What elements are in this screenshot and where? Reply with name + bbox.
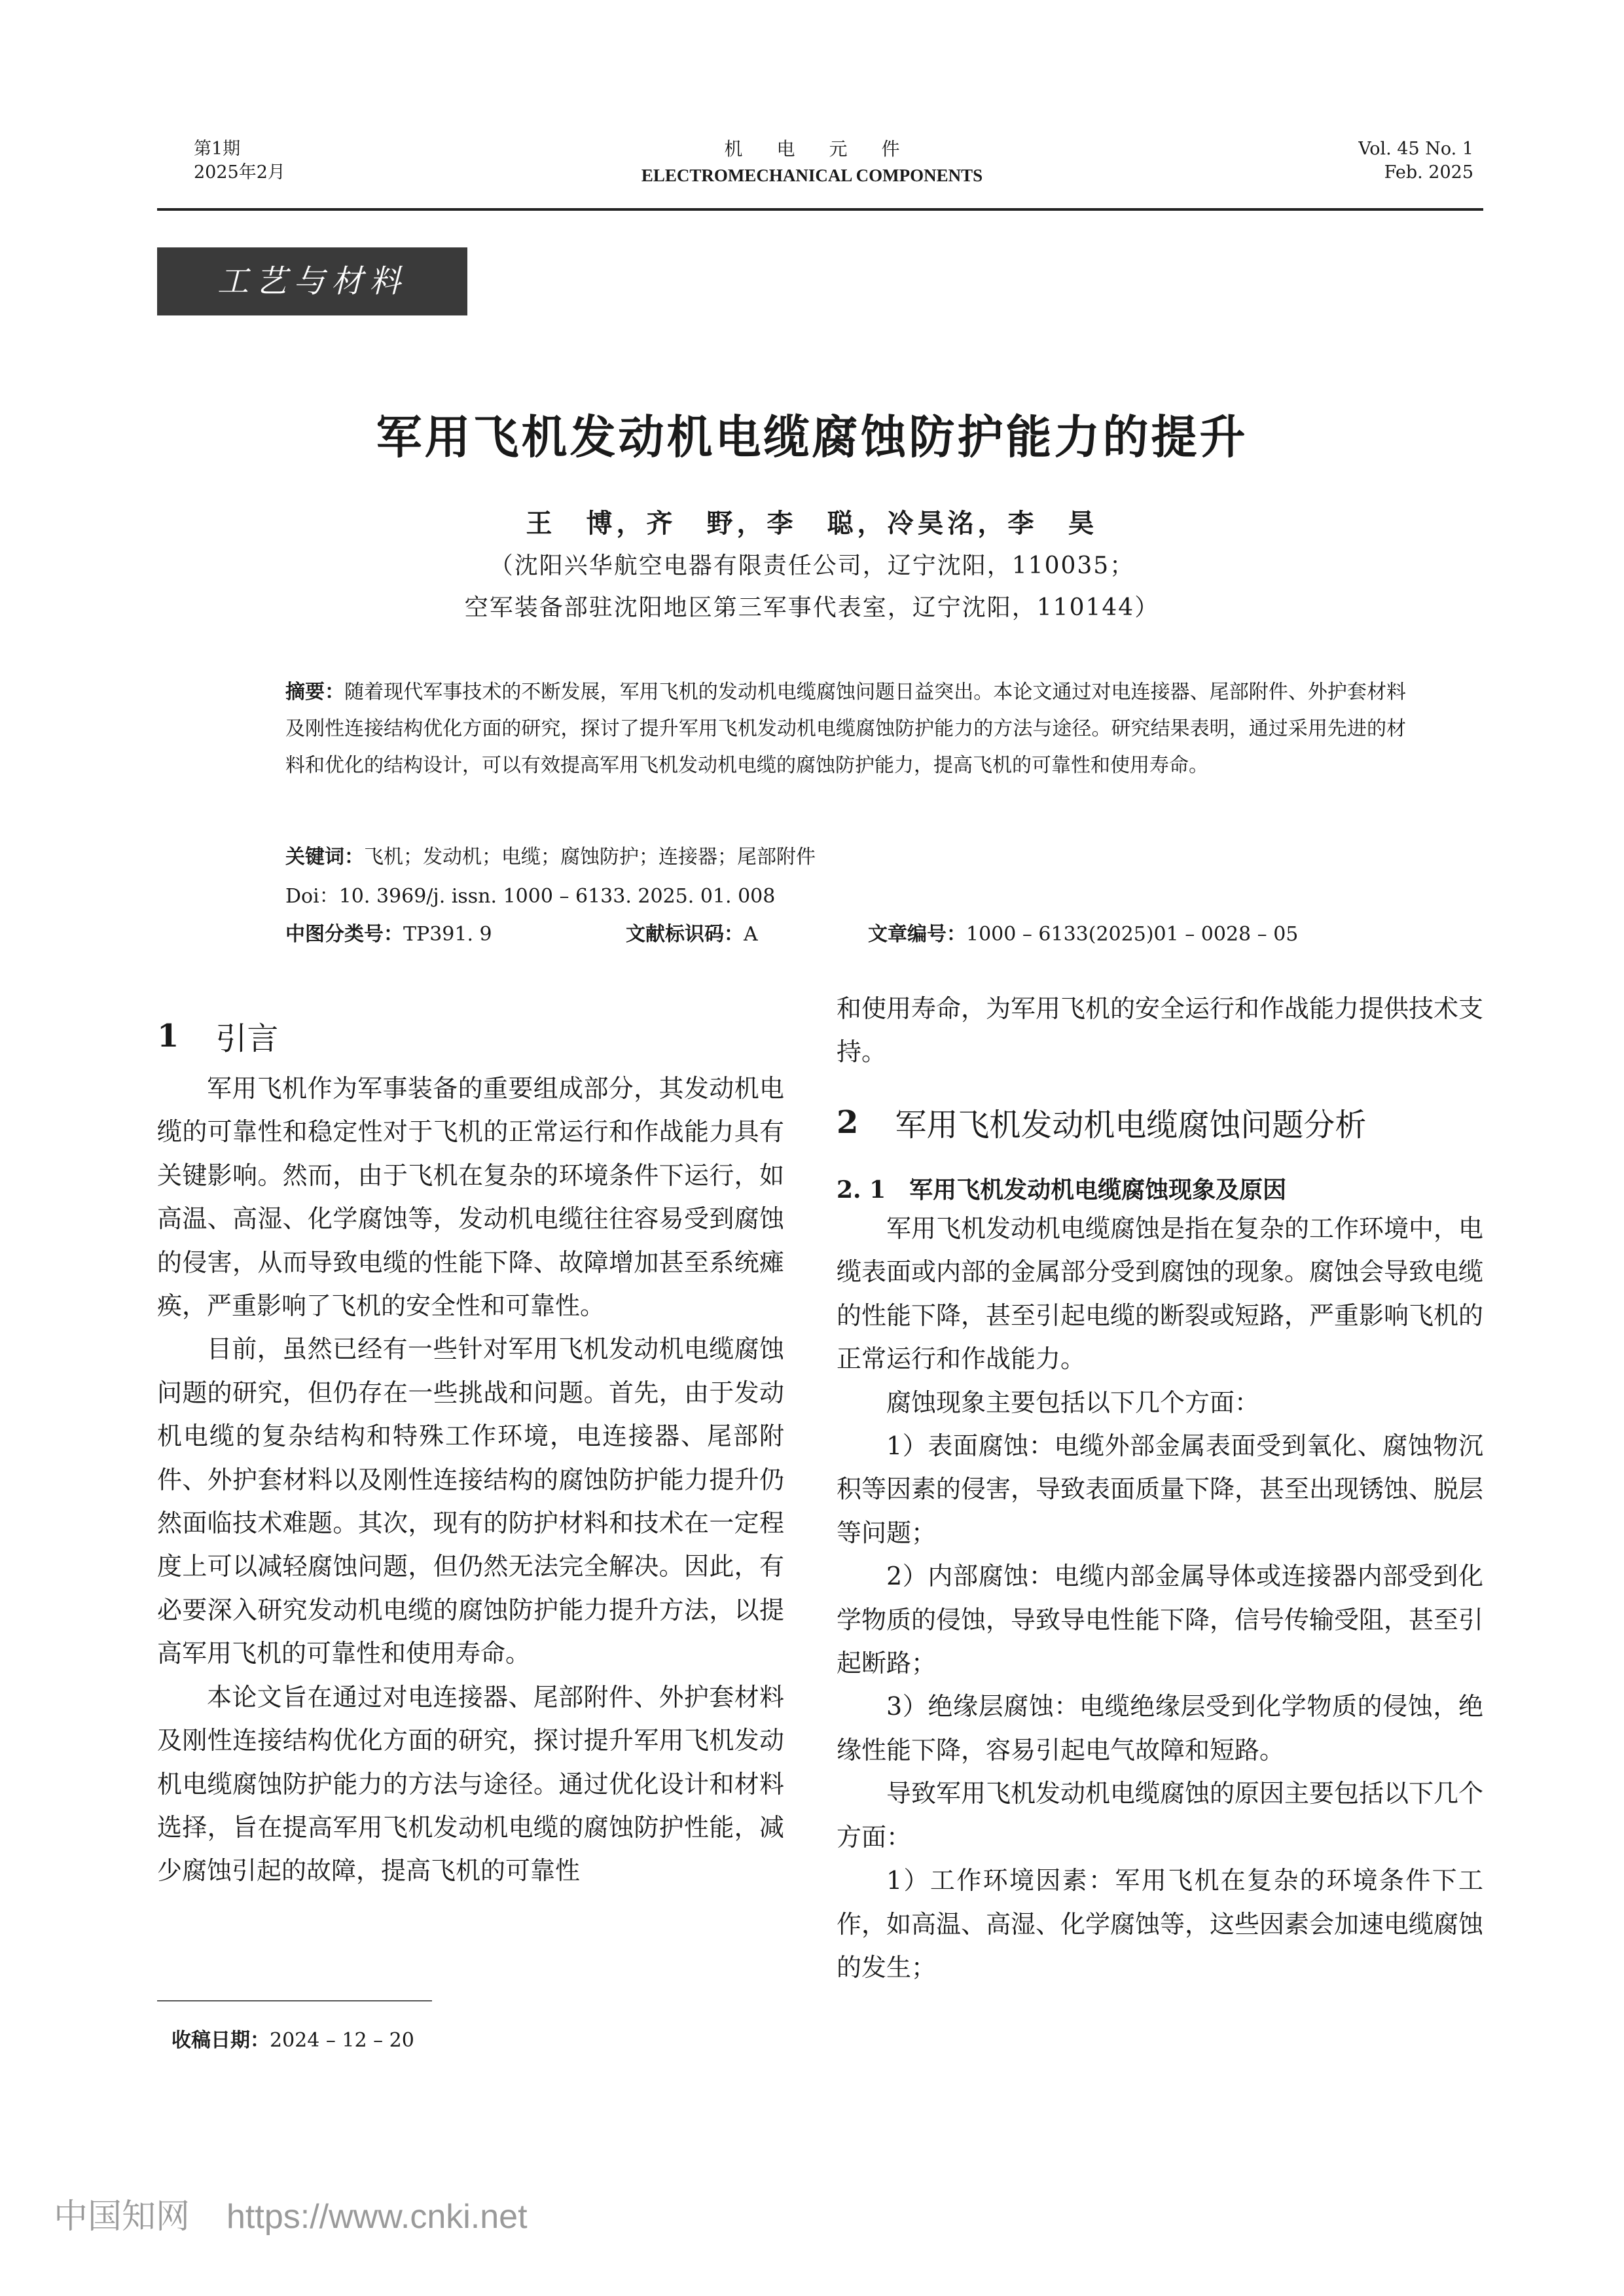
watermark-url[interactable]: https://www.cnki.net [226,2198,528,2236]
article-id-value: 1000 – 6133(2025)01 – 0028 – 05 [966,923,1299,946]
subsection-2-1-heading [837,1172,1286,1205]
paragraph: 目前，虽然已经有一些针对军用飞机发动机电缆腐蚀问题的研究，但仍存在一些挑战和问题。首先，由于发动机电缆的复杂结构和特殊工作环境，电连接器、尾部附件、外护套材料以及刚性连接结构的腐蚀防护能力提升仍然面临技术难题。其次，现有的防护材料和技术在一定程度上可以减轻腐蚀问题，但仍然无法完全解决。因此，有必要深入研究发动机电缆的腐蚀防护能力提升方法，以提高军用飞机的可靠性和使用寿命。 [157,1335,784,1668]
article-id-label: 文章编号： [868,923,966,946]
journal-name-en: ELECTROMECHANICAL COMPONENTS [641,166,983,185]
header-right [1358,137,1473,185]
keywords-label: 关键词： [285,846,364,869]
doi: Doi：10. 3969/j. issn. 1000 – 6133. 2025. 01. 008 [285,885,776,908]
subsection-2-1-title: 军用飞机发动机电缆腐蚀现象及原因 [909,1177,1287,1204]
paragraph: 本论文旨在通过对电连接器、尾部附件、外护套材料及刚性连接结构优化方面的研究，探讨提升军用飞机发动机电缆腐蚀防护能力的方法与途径。通过优化设计和材料选择，旨在提高军用飞机发动机电缆的腐蚀防护性能，减少腐蚀引起的故障，提高飞机的可靠性 [157,1682,784,1886]
list-item: 3）绝缘层腐蚀：电缆绝缘层受到化学物质的侵蚀，绝缘性能下降，容易引起电气故障和短路。 [837,1692,1483,1765]
watermark [54,2189,528,2238]
paragraph: 导致军用飞机发动机电缆腐蚀的原因主要包括以下几个方面： [837,1779,1484,1852]
keywords-text: 飞机；发动机；电缆；腐蚀防护；连接器；尾部附件 [364,846,816,869]
section-1-heading [157,1013,278,1058]
clc-value: TP391. 9 [403,923,492,946]
volume-number: Vol. 45 No. 1 [1358,139,1473,159]
doc-code-label: 文献标识码： [626,923,744,946]
list-item: 1）表面腐蚀：电缆外部金属表面受到氧化、腐蚀物沉积等因素的侵害，导致表面质量下降，甚至出现锈蚀、脱层等问题； [837,1431,1484,1547]
author-list: 王 博，齐 野，李 聪，冷昊洺，李 昊 [526,509,1098,539]
right-column-top [837,987,1483,1074]
footnote-divider [157,2000,432,2001]
issue-date-en: Feb. 2025 [1384,162,1473,183]
keywords [285,844,1406,870]
header-divider [157,208,1483,211]
section-2-title: 军用飞机发动机电缆腐蚀问题分析 [895,1107,1367,1143]
abstract-text: 随着现代军事技术的不断发展，军用飞机的发动机电缆腐蚀问题日益突出。本论文通过对电连接器、尾部附件、外护套材料及刚性连接结构优化方面的研究，探讨了提升军用飞机发动机电缆腐蚀防护能力的方法与途径。研究结果表明，通过采用先进的材料和优化的结构设计，可以有效提高军用飞机发动机电缆的腐蚀防护能力，提高飞机的可靠性和使用寿命。 [285,681,1407,777]
paragraph: 军用飞机作为军事装备的重要组成部分，其发动机电缆的可靠性和稳定性对于飞机的正常运行和作战能力具有关键影响。然而，由于飞机在复杂的环境条件下运行，如高温、高湿、化学腐蚀等，发动机电缆往往容易受到腐蚀的侵害，从而导致电缆的性能下降、故障增加甚至系统瘫痪，严重影响了飞机的安全性和可靠性。 [157,1074,784,1321]
received-date-label: 收稿日期： [171,2029,270,2052]
abstract-label: 摘要： [285,681,345,704]
affiliation-2: 空军装备部驻沈阳地区第三军事代表室，辽宁沈阳，110144） [464,594,1160,621]
clc-label: 中图分类号： [285,923,403,946]
received-date: 2024 – 12 – 20 [270,2029,414,2052]
list-item: 1）工作环境因素：军用飞机在复杂的环境条件下工作，如高温、高湿、化学腐蚀等，这些因素会加速电缆腐蚀的发生； [837,1866,1484,1982]
subsection-2-1-number: 2. 1 [837,1176,886,1204]
section-tag: 工艺与材料 [157,247,467,315]
doc-code-value: A [744,923,758,946]
watermark-brand: 中国知网 [54,2197,190,2236]
issue-number: 第1期 [194,139,241,159]
section-1-number: 1 [157,1017,179,1054]
footnote [171,2024,414,2053]
journal-name-cn: 机电元件 [724,138,934,160]
section-2-heading [837,1100,1366,1145]
paper-title: 军用飞机发动机电缆腐蚀防护能力的提升 [376,410,1248,464]
list-item: 2）内部腐蚀：电缆内部金属导体或连接器内部受到化学物质的侵蚀，导致导电性能下降，信号传输受阻，甚至引起断路； [837,1562,1484,1678]
left-column [157,1067,784,1893]
classification-line [285,922,1406,948]
right-column [837,1207,1483,1989]
paragraph: 军用飞机发动机电缆腐蚀是指在复杂的工作环境中，电缆表面或内部的金属部分受到腐蚀的现象。腐蚀会导致电缆的性能下降，甚至引起电缆的断裂或短路，严重影响飞机的正常运行和作战能力。 [837,1214,1484,1374]
issue-date-cn: 2025年2月 [194,162,285,183]
paragraph: 腐蚀现象主要包括以下几个方面： [886,1388,1260,1417]
affiliation-1: （沈阳兴华航空电器有限责任公司，辽宁沈阳，110035； [489,552,1135,579]
abstract [285,674,1406,784]
paragraph-continuation: 和使用寿命，为军用飞机的安全运行和作战能力提供技术支持。 [837,994,1484,1067]
section-2-number: 2 [837,1103,859,1141]
section-1-title: 引言 [215,1020,279,1057]
